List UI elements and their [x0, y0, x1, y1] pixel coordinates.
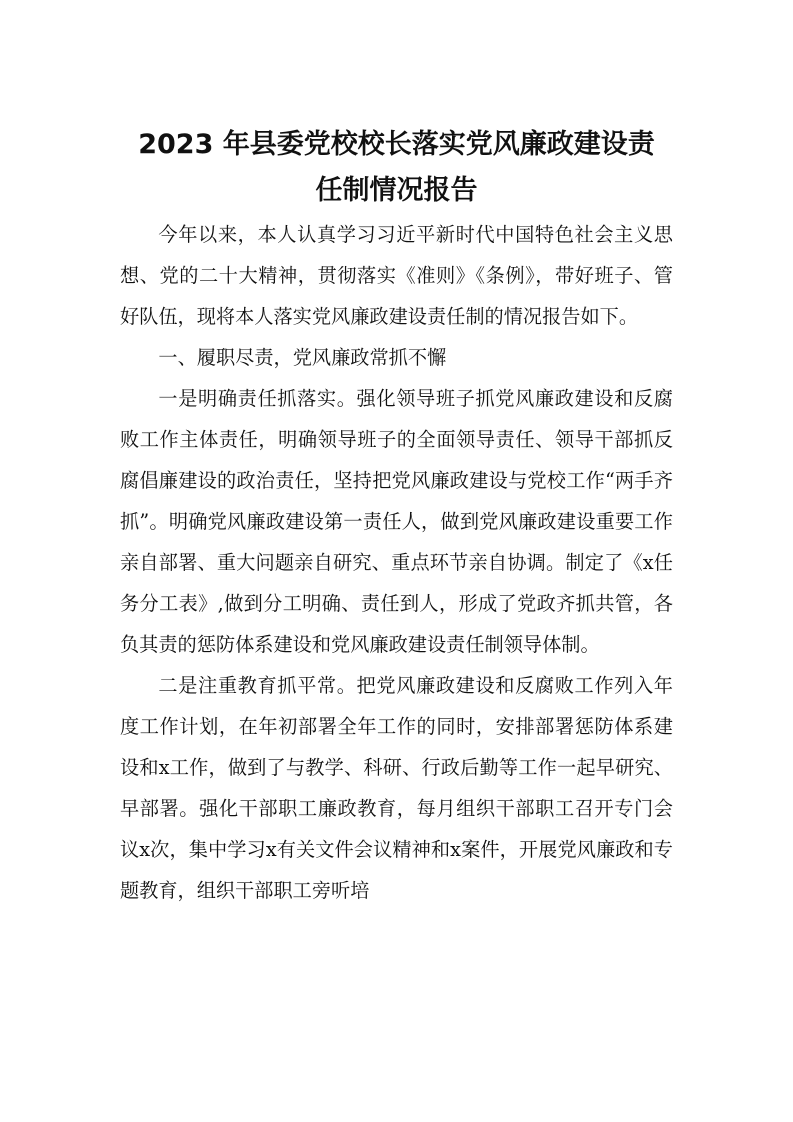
title-line-2: 任制情况报告	[315, 175, 478, 206]
document-title	[120, 122, 673, 214]
title-line-1: 2023 年县委党校校长落实党风廉政建设责	[138, 129, 655, 160]
paragraph-responsibility: 一是明确责任抓落实。强化领导班子抓党风廉政建设和反腐败工作主体责任，明确领导班子的全面领导责任、领导干部抓反腐倡廉建设的政治责任，坚持把党风廉政建设与党校工作“两手齐抓”。明确党风廉政建设第一责任人，做到党风廉政建设重要工作亲自部署、重大问题亲自研究、重点环节亲自协调。制定了《x任务分工表》,做到分工明确、责任到人，形成了党政齐抓共管，各负其责的惩防体系建设和党风廉政建设责任制领导体制。	[120, 387, 673, 656]
section-heading-1: 一、履职尽责，党风廉政常抓不懈	[158, 346, 447, 369]
paragraph-education: 二是注重教育抓平常。把党风廉政建设和反腐败工作列入年度工作计划，在年初部署全年工作的同时，安排部署惩防体系建设和x工作，做到了与教学、科研、行政后勤等工作一起早研究、早部署。强化干部职工廉政教育，每月组织干部职工召开专门会议x次，集中学习x有关文件会议精神和x案件，开展党风廉政和专题教育，组织干部职工旁听培	[120, 674, 673, 902]
document-body	[120, 214, 673, 911]
paragraph-intro: 今年以来，本人认真学习习近平新时代中国特色社会主义思想、党的二十大精神，贯彻落实《准则》《条例》，带好班子、管好队伍，现将本人落实党风廉政建设责任制的情况报告如下。	[120, 223, 673, 328]
